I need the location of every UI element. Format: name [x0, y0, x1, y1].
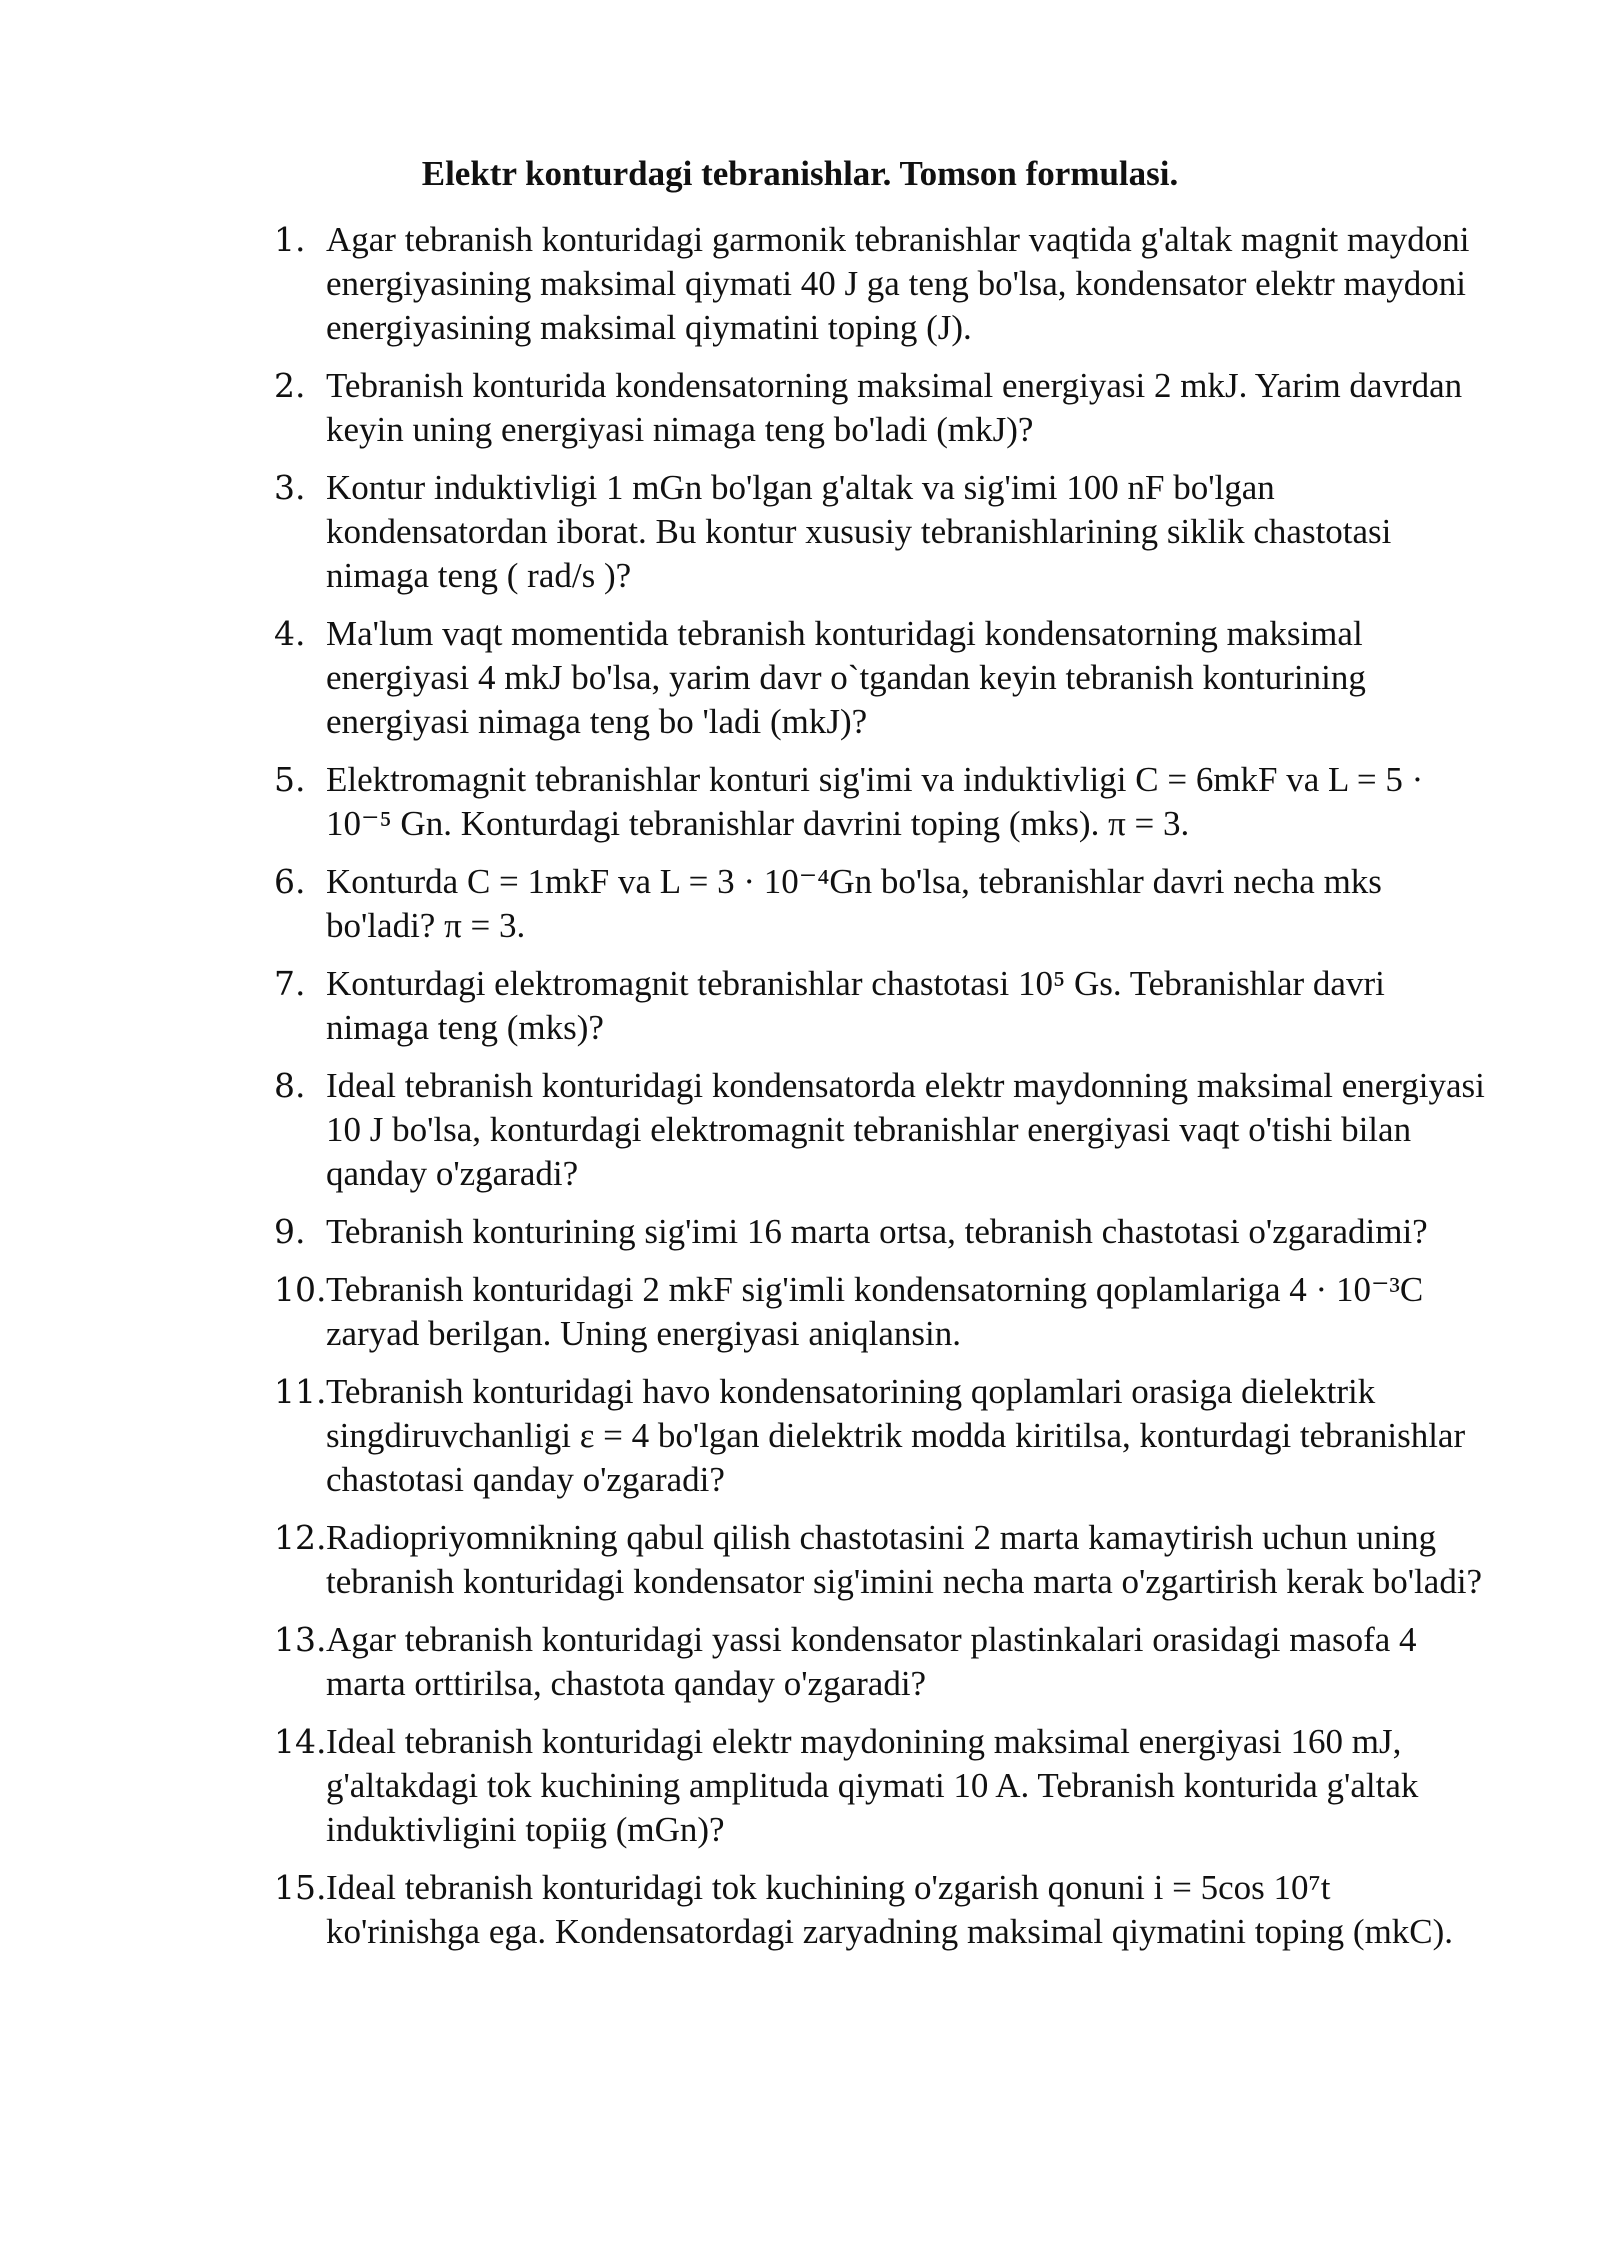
problem-text: Elektromagnit tebranishlar konturi sig'imi va induktivligi C = 6mkF va L = 5 · 10⁻⁵ Gn. Konturdagi tebranishlar davrini toping (mks). π = 3. — [326, 760, 1424, 843]
problem-text: Konturda C = 1mkF va L = 3 · 10⁻⁴Gn bo'lsa, tebranishlar davri necha mks bo'ladi? π = 3. — [326, 862, 1382, 945]
problem-number: 10. — [274, 1270, 327, 1309]
problem-text: Agar tebranish konturidagi yassi kondensator plastinkalari orasidagi masofa 4 marta orttirilsa, chastota qanday o'zgaradi? — [326, 1620, 1417, 1703]
problem-item — [0, 466, 1486, 598]
problem-number: 1. — [274, 220, 306, 259]
problem-list — [0, 218, 1600, 1968]
problem-text: Ideal tebranish konturidagi kondensatorda elektr maydonning maksimal energiyasi 10 J bo'lsa, konturdagi elektromagnit tebranishlar energiyasi vaqt o'tishi bilan qanday o'zgaradi? — [326, 1066, 1485, 1193]
problem-text: Tebranish konturidagi havo kondensatorining qoplamlari orasiga dielektrik singdiruvchanligi ε = 4 bo'lgan dielektrik modda kiritilsa, konturdagi tebranishlar chastotasi qanday o'zgaradi? — [326, 1372, 1466, 1499]
problem-number: 11. — [274, 1372, 327, 1411]
problem-number: 9. — [274, 1212, 306, 1251]
problem-item — [0, 1720, 1486, 1852]
problem-item — [0, 962, 1486, 1050]
problem-number: 14. — [274, 1722, 327, 1761]
problem-text: Ideal tebranish konturidagi tok kuchining o'zgarish qonuni i = 5cos 10⁷t ko'rinishga ega. Kondensatordagi zaryadning maksimal qiymatini toping (mkC). — [326, 1868, 1454, 1951]
problem-number: 13. — [274, 1620, 327, 1659]
problem-number: 5. — [274, 760, 306, 799]
problem-item — [0, 218, 1486, 350]
problem-item — [0, 1210, 1486, 1254]
problem-text: Tebranish konturidagi 2 mkF sig'imli kondensatorning qoplamlariga 4 · 10⁻³C zaryad berilgan. Uning energiyasi aniqlansin. — [326, 1270, 1424, 1353]
problem-item — [0, 1516, 1486, 1604]
problem-item — [0, 1268, 1486, 1356]
problem-item — [0, 1370, 1486, 1502]
page-title: Elektr konturdagi tebranishlar. Tomson formulasi. — [421, 154, 1179, 193]
problem-number: 8. — [274, 1066, 306, 1105]
problem-text: Radiopriyomnikning qabul qilish chastotasini 2 marta kamaytirish uchun uning tebranish konturidagi kondensator sig'imini necha marta o'zgartirish kerak bo'ladi? — [326, 1518, 1483, 1601]
problem-text: Ma'lum vaqt momentida tebranish konturidagi kondensatorning maksimal energiyasi 4 mkJ bo'lsa, yarim davr o`tgandan keyin tebranish konturining energiyasi nimaga teng bo 'ladi (mkJ)? — [326, 614, 1366, 741]
problem-item — [0, 1866, 1486, 1954]
problem-item — [0, 1618, 1486, 1706]
problem-item — [0, 758, 1486, 846]
problem-text: Konturdagi elektromagnit tebranishlar chastotasi 10⁵ Gs. Tebranishlar davri nimaga teng (mks)? — [326, 964, 1385, 1047]
problem-item — [0, 1064, 1486, 1196]
problem-item — [0, 364, 1486, 452]
problem-text: Tebranish konturida kondensatorning maksimal energiyasi 2 mkJ. Yarim davrdan keyin uning energiyasi nimaga teng bo'ladi (mkJ)? — [326, 366, 1463, 449]
problem-number: 3. — [274, 468, 306, 507]
problem-text: Kontur induktivligi 1 mGn bo'lgan g'altak va sig'imi 100 nF bo'lgan kondensatordan iborat. Bu kontur xususiy tebranishlarining siklik chastotasi nimaga teng ( rad/s )? — [326, 468, 1392, 595]
problem-number: 7. — [274, 964, 306, 1003]
problem-item — [0, 860, 1486, 948]
problem-number: 15. — [274, 1868, 327, 1907]
problem-text: Agar tebranish konturidagi garmonik tebranishlar vaqtida g'altak magnit maydoni energiyasining maksimal qiymati 40 J ga teng bo'lsa, kondensator elektr maydoni energiyasining maksimal qiymatini toping (J). — [326, 220, 1470, 347]
problem-text: Tebranish konturining sig'imi 16 marta ortsa, tebranish chastotasi o'zgaradimi? — [326, 1212, 1428, 1251]
problem-number: 4. — [274, 614, 306, 653]
problem-number: 2. — [274, 366, 306, 405]
problem-text: Ideal tebranish konturidagi elektr maydonining maksimal energiyasi 160 mJ, g'altakdagi tok kuchining amplituda qiymati 10 A. Tebranish konturida g'altak induktivligini topiig (mGn)? — [326, 1722, 1419, 1849]
problem-item — [0, 612, 1486, 744]
problem-number: 6. — [274, 862, 306, 901]
problem-number: 12. — [274, 1518, 327, 1557]
